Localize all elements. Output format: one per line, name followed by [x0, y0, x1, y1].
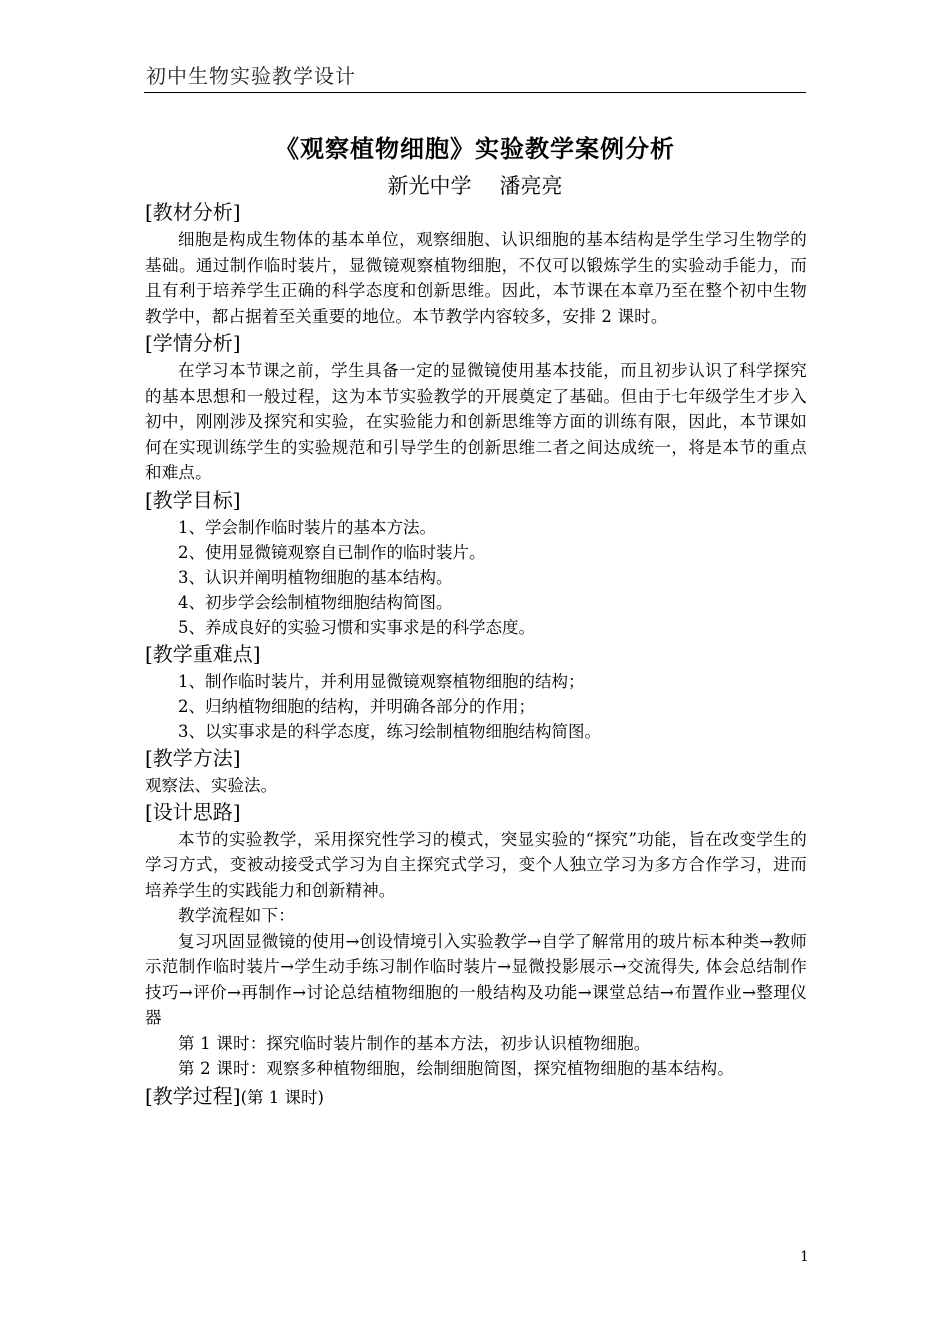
goal-item: 5、养成良好的实验习惯和实事求是的科学态度。 [178, 617, 535, 637]
section-heading-keypoints: [教学重难点] [145, 641, 261, 666]
section-heading-design: [设计思路] [145, 799, 241, 824]
keypoint-item: 1、制作临时装片，并利用显微镜观察植物细胞的结构； [178, 671, 585, 691]
design-paragraph: 本节的实验教学，采用探究性学习的模式，突显实验的“探究”功能，旨在改变学生的学习方式，变被动接受式学习为自主探究式学习，变个人独立学习为多方合作学习，进而培养学生的实践能力和创新精神。 [145, 829, 807, 900]
keypoint-item: 3、以实事求是的科学态度，练习绘制植物细胞结构简图。 [178, 721, 601, 741]
students-paragraph: 在学习本节课之前，学生具备一定的显微镜使用基本技能，而且初步认识了科学探究的基本思想和一般过程，这为本节实验教学的开展奠定了基础。但由于七年级学生才步入初中，刚刚涉及探究和实验，在实验能力和创新思维等方面的训练有限，因此，本节课如何在实现训练学生的实验规范和引导学生的创新思维二者之间达成统一，将是本节的重点和难点。 [145, 361, 807, 482]
goal-item: 1、学会制作临时装片的基本方法。 [178, 517, 436, 537]
goal-item: 2、使用显微镜观察自已制作的临时装片。 [178, 542, 486, 562]
keypoint-item: 2、归纳植物细胞的结构，并明确各部分的作用； [178, 696, 535, 716]
running-header: 初中生物实验教学设计 [146, 64, 356, 88]
section-heading-material: [教材分析] [145, 200, 241, 224]
lesson-one-text: 第 1 课时：探究临时装片制作的基本方法，初步认识植物细胞。 [178, 1033, 651, 1053]
section-heading-goals: [教学目标] [145, 487, 241, 512]
document-body [145, 198, 807, 1112]
author-name: 潘亮亮 [499, 174, 563, 198]
section-heading-students: [学情分析] [145, 331, 241, 355]
author-school: 新光中学 [387, 174, 472, 198]
goal-item: 4、初步学会绘制植物细胞结构简图。 [178, 592, 453, 612]
page-number: 1 [800, 1249, 809, 1265]
material-paragraph: 细胞是构成生物体的基本单位，观察细胞、认识细胞的基本结构是学生学习生物学的基础。通过制作临时装片，显微镜观察植物细胞，不仅可以锻炼学生的实验动手能力，而且有利于培养学生正确的科学态度和创新思维。因此，本节课在本章乃至在整个初中生物教学中，都占据着至关重要的地位。本节教学内容较多，安排 2 课时。 [145, 230, 807, 326]
methods-text: 观察法、实验法。 [145, 775, 277, 795]
header-divider [144, 92, 806, 93]
process-heading-text: [教学过程] [145, 1083, 241, 1108]
flow-label: 教学流程如下： [178, 906, 295, 925]
flow-paragraph: 复习巩固显微镜的使用→创设情境引入实验教学→自学了解常用的玻片标本种类→教师示范制作临时装片→学生动手练习制作临时装片→显微投影展示→交流得失, 体会总结制作技巧→评价→再制作→讨论总结植物细胞的一般结构及功能→课堂总结→布置作业→整理仪器 [145, 931, 807, 1027]
section-heading-process [145, 1082, 807, 1112]
section-heading-methods: [教学方法] [145, 745, 241, 770]
document-title: 《观察植物细胞》实验教学案例分析 [275, 134, 675, 163]
lesson-two-text: 第 2 课时：观察多种植物细胞，绘制细胞简图，探究植物细胞的基本结构。 [178, 1059, 734, 1078]
author-line [0, 172, 950, 200]
goal-item: 3、认识并阐明植物细胞的基本结构。 [178, 567, 453, 587]
process-subheading: (第 1 课时) [240, 1087, 324, 1107]
